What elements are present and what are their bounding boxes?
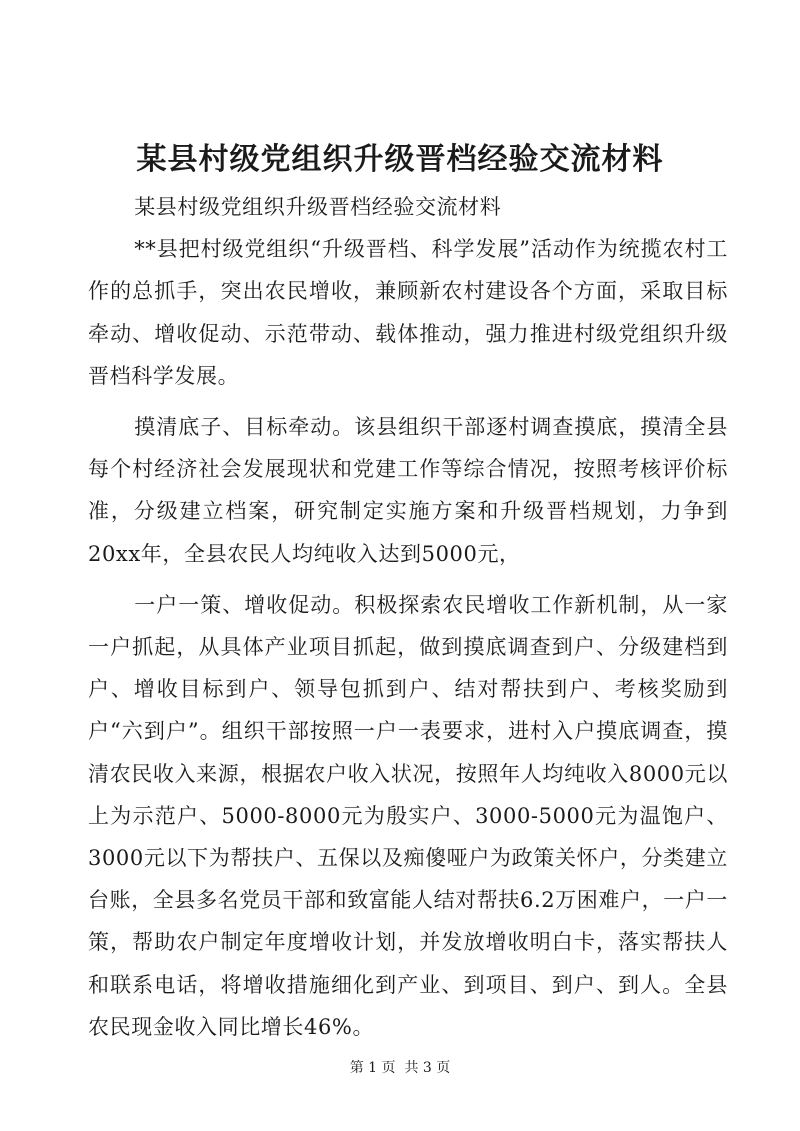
section-paragraph-income: 一户一策、增收促动。积极探索农民增收工作新机制，从一家一户抓起，从具体产业项目抓起，做到摸底调查到户、分级建档到户、增收目标到户、领导包抓到户、结对帮扶到户、考核奖励到户“六到户”。组织干部按照一户一表要求，进村入户摸底调查，摸清农民收入来源，根据农户收入状况，按照年人均纯收入8000元以上为示范户、5000-8000元为殷实户、3000-5000元为温饱户、3000元以下为帮扶户、五保以及痴傻哑户为政策关怀户，分类建立台账，全县多名党员干部和致富能人结对帮扶6.2万困难户，一户一策，帮助农户制定年度增收计划，并发放增收明白卡，落实帮扶人和联系电话，将增收措施细化到产业、到项目、到户、到人。全县农民现金收入同比增长46%。 [88, 592, 728, 1039]
intro-paragraph: **县把村级党组织“升级晋档、科学发展”活动作为统揽农村工作的总抓手，突出农民增收，兼顾新农村建设各个方面，采取目标牵动、增收促动、示范带动、载体推动，强力推进村级党组织升级晋档科学发展。 [88, 237, 728, 388]
subtitle-paragraph: 某县村级党组织升级晋档经验交流材料 [134, 195, 502, 219]
document-title: 某县村级党组织升级晋档经验交流材料 [136, 142, 664, 177]
page-footer [0, 1058, 800, 1078]
section-paragraph-target: 摸清底子、目标牵动。该县组织干部逐村调查摸底，摸清全县每个村经济社会发展现状和党建工作等综合情况，按照考核评价标准，分级建立档案，研究制定实施方案和升级晋档规划，力争到20xx年，全县农民人均纯收入达到5000元， [88, 415, 728, 566]
document-body [88, 186, 728, 1048]
page-number: 第 1 页 共 3 页 [349, 1060, 451, 1076]
